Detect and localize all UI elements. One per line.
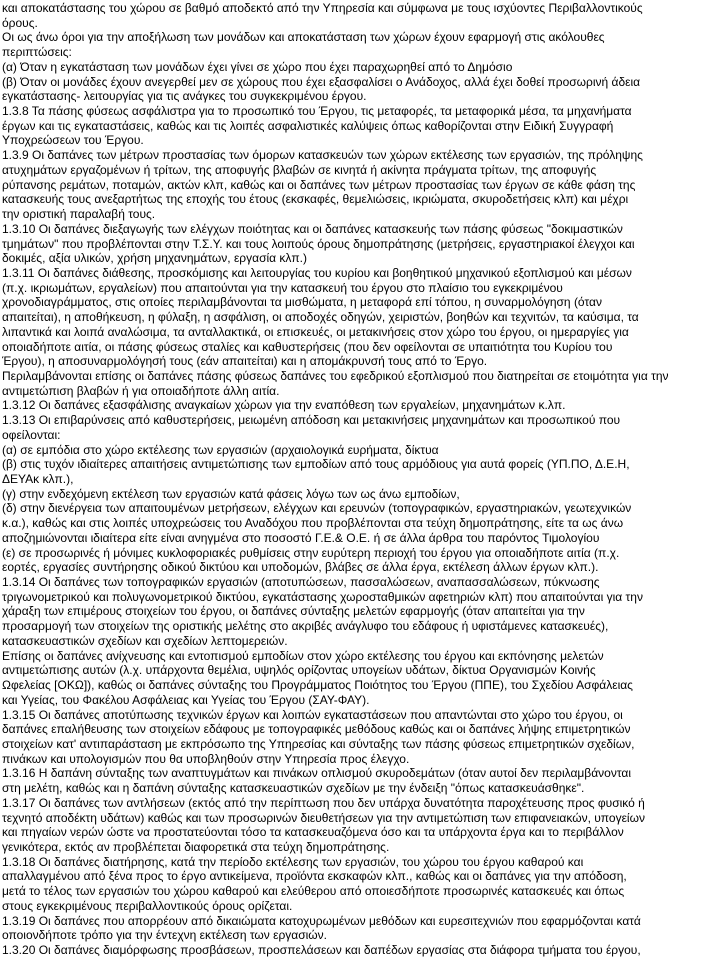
text-line: απαιτείται), η αποθήκευση, η φύλαξη, η ασφάλιση, οι αποδοχές οδηγών, χειριστών, βοηθών και τεχνιτών, τα καύσιμα, τα <box>2 310 639 325</box>
text-line: 1.3.11 Οι δαπάνες διάθεσης, προσκόμισης και λειτουργίας του κυρίου και βοηθητικού μηχανικού εξοπλισμού και μέσων <box>2 265 632 280</box>
text-line: Περιλαμβάνονται επίσης οι δαπάνες πάσης φύσεως δαπάνες του εφεδρικού εξοπλισμού που διατηρείται σε ετοιμότητα για την <box>2 368 669 383</box>
text-line: δαπάνες επαλήθευσης των στοιχείων εδάφους με τοπογραφικές μεθόδους καθώς και οι δαπάνες λήψης επιμετρητικών <box>2 722 631 737</box>
text-line: 1.3.14 Οι δαπάνες των τοπογραφικών εργασιών (αποτυπώσεων, πασσαλώσεων, αναπασσαλώσεων, πύκνωσης <box>2 575 600 590</box>
text-line: εγκατάστασης- λειτουργίας για τις ανάγκες του συγκεκριμένου έργου. <box>2 89 367 104</box>
text-line: 1.3.18 Οι δαπάνες διατήρησης, κατά την περίοδο εκτέλεσης των εργασιών, του χώρου του έργου καθαρού και <box>2 854 584 869</box>
text-line: Ωφελείας [ΟΚΩ]), καθώς οι δαπάνες σύνταξης του Προγράμματος Ποιότητος του Έργου (ΠΠΕ), του Σχεδίου Ασφάλειας <box>2 678 633 693</box>
text-line: 1.3.20 Οι δαπάνες διαμόρφωσης προσβάσεων, προσπελάσεων και δαπέδων εργασίας στα διάφορα τμήματα του έργου, <box>2 943 641 957</box>
text-line: χάραξη των επιμέρους στοιχείων του έργου, οι δαπάνες σύνταξης μελετών εφαρμογής (όταν απαιτείται για την <box>2 604 585 619</box>
text-line: 1.3.19 Οι δαπάνες που απορρέουν από δικαιώματα κατοχυρωμένων μεθόδων και ευρεσιτεχνιών που εφαρμόζονται κατά <box>2 913 641 928</box>
text-line: αντιμετώπιση βλαβών ή για οποιαδήποτε άλλη αιτία. <box>2 383 280 398</box>
text-line: 1.3.16 Η δαπάνη σύνταξης των αναπτυγμάτων και πινάκων οπλισμού σκυροδεμάτων (όταν αυτοί δεν περιλαμβάνονται <box>2 766 631 781</box>
text-line: πινάκων και υπολογισμών που θα υποβληθούν στην Υπηρεσία προς έλεγχο. <box>2 751 410 766</box>
text-line: στη μελέτη, καθώς και η δαπάνη σύνταξης κατασκευαστικών σχεδίων με την ένδειξη "όπως κατασκευάσθηκε". <box>2 781 585 796</box>
text-line: τεχνητό αποδέκτη υδάτων) καθώς και των προσωρινών διευθετήσεων για την αντιμετώπιση των επιφανειακών, υπογείων <box>2 810 645 825</box>
text-line: την οριστική παραλαβή τους. <box>2 207 156 222</box>
text-line: ατυχημάτων εργαζομένων ή τρίτων, της αποφυγής βλαβών σε κινητά ή ακίνητα πράγματα τρίτων, της αποφυγής <box>2 162 597 177</box>
text-line: προσαρμογή των στοιχείων της οριστικής μελέτης στο ακριβές ανάγλυφο του εδάφους ή υφιστάμενες κατασκευές), <box>2 619 609 634</box>
text-line: περιπτώσεις: <box>2 45 72 60</box>
text-line: οποιαδήποτε αιτία, οι πάσης φύσεως σταλίες και καθυστερήσεις (που δεν οφείλονται σε υπαιτιότητα του Κυρίου του <box>2 339 613 354</box>
text-line: Υποχρεώσεων του Έργου. <box>2 133 144 148</box>
text-line: κατασκευαστικών σχεδίων και σχεδίων λεπτομερειών. <box>2 633 288 648</box>
text-line: οφείλονται: <box>2 427 61 442</box>
text-line: (π.χ. ικριωμάτων, εργαλείων) που απαιτούνται για την κατασκευή του έργου στο πλαίσιο του εγκεκριμένου <box>2 280 563 295</box>
text-line: απαλλαγμένου από ξένα προς το έργο αντικείμενα, προϊόντα εκσκαφών κλπ., καθώς και οι δαπάνες για την απόδοση, <box>2 869 627 884</box>
text-line: (γ) στην ενδεχόμενη εκτέλεση των εργασιών κατά φάσεις λόγω των ως άνω εμποδίων, <box>2 486 460 501</box>
text-line: 1.3.13 Οι επιβαρύνσεις από καθυστερήσεις, μειωμένη απόδοση και μετακινήσεις μηχανημάτων και προσωπικού που <box>2 413 621 428</box>
text-line: αντιμετώπισης αυτών (λ.χ. υπάρχοντα θεμέλια, υψηλός ορίζοντας υπογείων υδάτων, δίκτυα Οργανισμών Κοινής <box>2 663 596 678</box>
text-line: Οι ως άνω όροι για την αποξήλωση των μονάδων και αποκατάσταση των χώρων έχουν εφαρμογή στις ακόλουθες <box>2 30 605 45</box>
text-line: και Υγείας, του Φακέλου Ασφάλειας και Υγείας του Έργου (ΣΑΥ-ΦΑΥ). <box>2 692 370 707</box>
text-line: στους εγκεκριμένους περιβαλλοντικούς όρους ορίζεται. <box>2 898 293 913</box>
text-line: ρύπανσης ρεμάτων, ποταμών, ακτών κλπ, καθώς και οι δαπάνες των μέτρων προστασίας των έργων σε κάθε φάση της <box>2 177 636 192</box>
text-line: (δ) στην διενέργεια των απαιτουμένων μετρήσεων, ελέγχων και ερευνών (τοπογραφικών, εργαστηριακών, γεωτεχνικών <box>2 501 632 516</box>
text-line: 1.3.15 Οι δαπάνες αποτύπωσης τεχνικών έργων και λοιπών εγκαταστάσεων που απαντώνται στο χώρο του έργου, οι <box>2 707 623 722</box>
text-line: κατασκευής τους ανεξαρτήτως της εποχής του έτους (εκσκαφές, θεμελιώσεις, ικριώματα, σκυροδετήσεις κλπ) και μέχρι <box>2 192 629 207</box>
text-line: αποζημιώνονται ιδιαίτερα είτε είναι ανηγμένα στο ποσοστό Γ.Ε.& Ο.Ε. ή σε άλλα άρθρα του παρόντος Τιμολογίου <box>2 530 600 545</box>
text-line: λιπαντικά και λοιπά αναλώσιμα, τα ανταλλακτικά, οι επισκευές, οι μετακινήσεις στον χώρο του έργου, οι ημεραργίες για <box>2 324 629 339</box>
text-line: 1.3.12 Οι δαπάνες εξασφάλισης αναγκαίων χώρων για την εναπόθεση των εργαλείων, μηχανημάτων κ.λπ. <box>2 398 566 413</box>
text-line: 1.3.8 Τα πάσης φύσεως ασφάλιστρα για το προσωπικό του Έργου, τις μεταφορές, τα μεταφορικά μέσα, τα μηχανήματα <box>2 104 632 119</box>
text-line: Επίσης οι δαπάνες ανίχνευσης και εντοπισμού εμποδίων στον χώρο εκτέλεσης του έργου και εκπόνησης μελετών <box>2 648 604 663</box>
text-line: γενικότερα, εκτός αν προβλέπεται διαφορετικά στα τεύχη δημοπράτησης. <box>2 839 390 854</box>
text-line: όρους. <box>2 15 38 30</box>
text-line: και πηγαίων νερών ώστε να προστατεύονται τόσο τα κατασκευαζόμενα όσο και τα υπάρχοντα έργα και το περιβάλλον <box>2 825 624 840</box>
text-line: τμημάτων" που προβλέπονται στην Τ.Σ.Υ. και τους λοιπούς όρους δημοπράτησης (μετρήσεις, εργαστηριακοί έλεγχοι και <box>2 236 635 251</box>
text-line: ΔΕΥΑκ κλπ.), <box>2 472 74 486</box>
text-line: τριγωνομετρικού και πολυγωνομετρικού δικτύου, εγκατάστασης χωροσταθμικών αφετηριών κλπ) που απαιτούνται για την <box>2 589 643 604</box>
text-line: μετά το τέλος των εργασιών του χώρου καθαρού και ελεύθερου από οποιεσδήποτε προσωρινές κατασκευές και όπως <box>2 884 625 899</box>
text-line: Έργου), η αποσυναρμολόγησή τους (εάν απαιτείται) και η απομάκρυνσή τους από το Έργο. <box>2 354 488 369</box>
text-line: (β) στις τυχόν ιδιαίτερες απαιτήσεις αντιμετώπισης των εμποδίων από τους αρμόδιους για αυτά φορείς (ΥΠ.ΠΟ, Δ.Ε.Η, <box>2 457 630 472</box>
text-line: (ε) σε προσωρινές ή μόνιμες κυκλοφοριακές ρυθμίσεις στην ευρύτερη περιοχή του έργου για οποιαδήποτε αιτία (π.χ. <box>2 545 620 560</box>
text-line: οποιονδήποτε τρόπο για την έντεχνη εκτέλεση των εργασιών. <box>2 928 328 943</box>
text-line: 1.3.9 Οι δαπάνες των μέτρων προστασίας των όμορων κατασκευών των χώρων εκτέλεσης των εργασιών, της πρόληψης <box>2 148 643 163</box>
text-line: δοκιμές, αξία υλικών, χρήση μηχανημάτων, εργασία κλπ.) <box>2 251 308 266</box>
text-line: εορτές, εργασίες συντήρησης οδικού δικτύου και υποδομών, βλάβες σε άλλα έργα, εκτέλεση άλλων έργων κλπ.). <box>2 560 599 575</box>
text-line: 1.3.17 Οι δαπάνες των αντλήσεων (εκτός από την περίπτωση που δεν υπάρχα δυνατότητα παροχέτευσης προς φυσικό ή <box>2 795 645 810</box>
text-line: χρονοδιαγράμματος, στις οποίες περιλαμβάνονται τα μισθώματα, η μεταφορά επί τόπου, η συναρμολόγηση (όταν <box>2 295 602 310</box>
text-line: 1.3.10 Οι δαπάνες διεξαγωγής των ελέγχων ποιότητας και οι δαπάνες κατασκευής των πάσης φύσεως "δοκιμαστικών <box>2 221 623 236</box>
text-line: έργων και τις εγκαταστάσεις, καθώς και τις λοιπές ασφαλιστικές καλύψεις όπως καθορίζονται στην Ειδική Συγγραφή <box>2 118 614 133</box>
text-line: στοιχείων κατ' αντιπαράσταση με εκπρόσωπο της Υπηρεσίας και σύνταξης των πάσης φύσεως επιμετρητικών σχεδίων, <box>2 736 635 751</box>
text-line: και αποκατάστασης του χώρου σε βαθμό αποδεκτό από την Υπηρεσία και σύμφωνα με τους ισχύοντες Περιβαλλοντικούς <box>2 1 643 15</box>
text-line: (β) Όταν οι μονάδες έχουν ανεγερθεί μεν σε χώρους που έχει εξασφαλίσει ο Ανάδοχος, αλλά έχει δοθεί προσωρινή άδεια <box>2 74 641 89</box>
text-line: κ.α.), καθώς και στις λοιπές υποχρεώσεις του Αναδόχου που προβλέπονται στα τεύχη δημοπράτησης, είτε τα ως άνω <box>2 516 624 531</box>
text-line: (α) Όταν η εγκατάσταση των μονάδων έχει γίνει σε χώρο που έχει παραχωρηθεί από το Δημόσιο <box>2 59 513 74</box>
text-line: (α) σε εμπόδια στο χώρο εκτέλεσης των εργασιών (αρχαιολογικά ευρήματα, δίκτυα <box>2 442 439 457</box>
